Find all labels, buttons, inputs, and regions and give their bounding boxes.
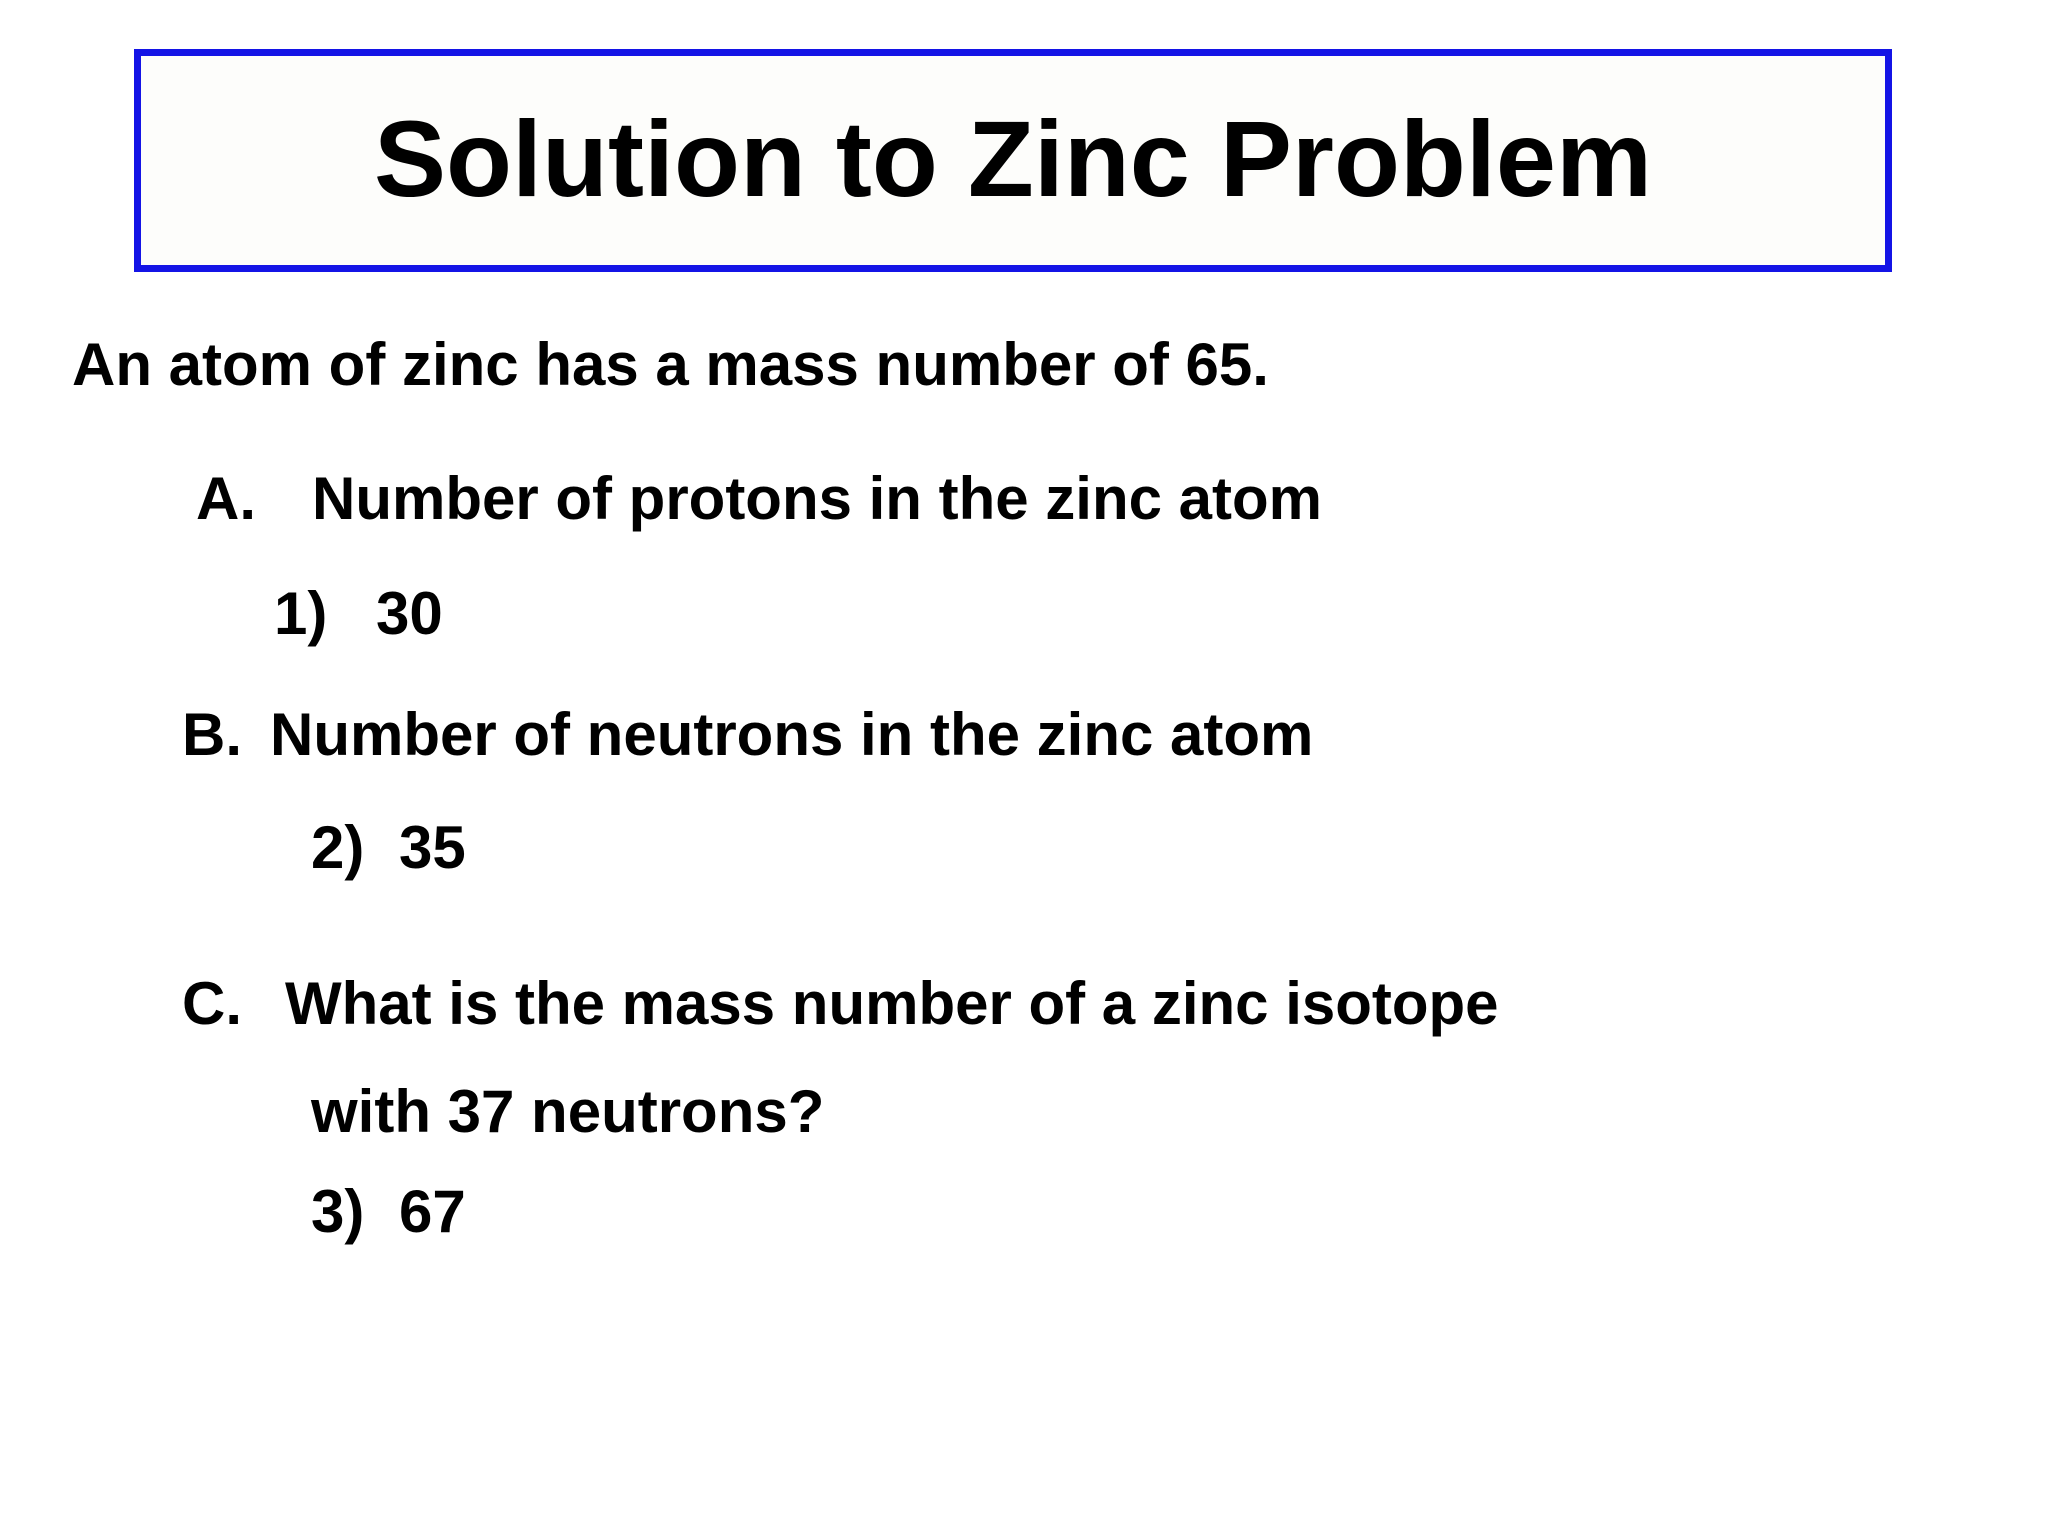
answer-1 <box>274 580 443 647</box>
question-b-text: Number of neutrons in the zinc atom <box>270 701 1314 768</box>
answer-3-value: 67 <box>399 1178 466 1245</box>
question-c-text-line1: What is the mass number of a zinc isotope <box>285 970 1499 1037</box>
answer-2 <box>311 814 466 881</box>
question-c-text-line2: with 37 neutrons? <box>311 1078 825 1145</box>
question-b <box>182 701 1314 768</box>
question-b-marker: B. <box>182 701 242 768</box>
question-c <box>182 970 1499 1037</box>
answer-1-marker: 1) <box>274 580 328 647</box>
question-a-marker: A. <box>196 465 256 532</box>
answer-3-marker: 3) <box>311 1178 365 1245</box>
answer-3 <box>311 1178 466 1245</box>
answer-2-value: 35 <box>399 814 466 881</box>
question-a-text: Number of protons in the zinc atom <box>312 465 1323 532</box>
title-box <box>134 49 1892 272</box>
question-a <box>196 465 1323 532</box>
slide-title: Solution to Zinc Problem <box>374 97 1652 219</box>
question-c-marker: C. <box>182 970 242 1037</box>
answer-1-value: 30 <box>376 580 443 647</box>
answer-2-marker: 2) <box>311 814 365 881</box>
intro-statement: An atom of zinc has a mass number of 65. <box>72 331 1269 398</box>
